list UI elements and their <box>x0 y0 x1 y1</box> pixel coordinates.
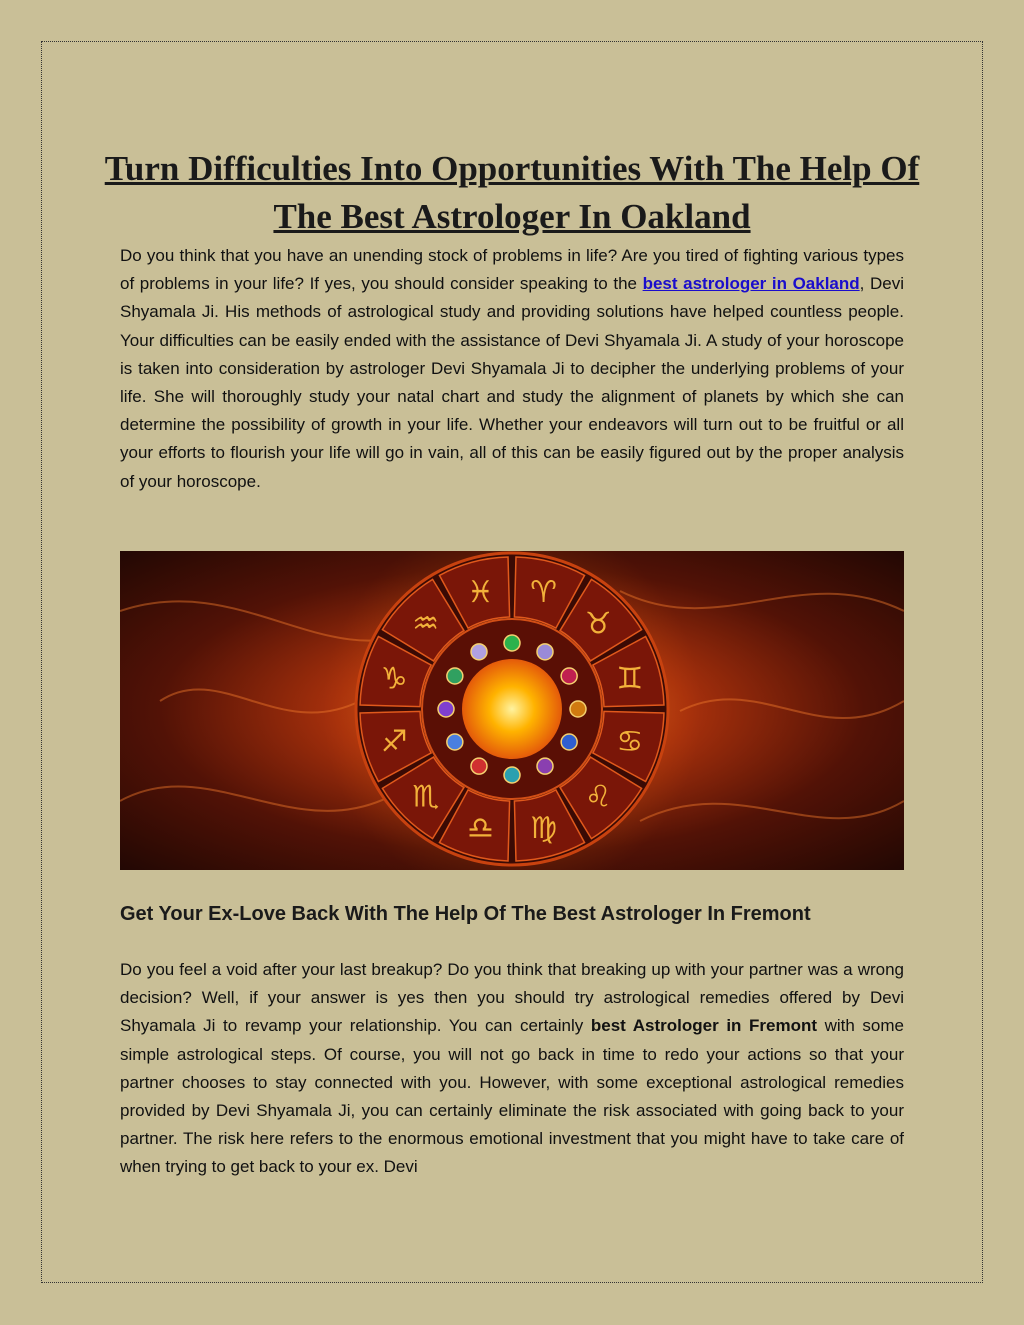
gemstone-icon <box>537 644 553 660</box>
zodiac-symbol-icon: ♓ <box>466 575 494 611</box>
article-title: Turn Difficulties Into Opportunities With The Help Of The Best Astrologer In Oakland <box>104 149 920 237</box>
zodiac-wheel-image <box>120 551 904 870</box>
gemstone-icon <box>447 668 463 684</box>
section-heading-fremont: Get Your Ex-Love Back With The Help Of The Best Astrologer In Fremont <box>120 903 811 925</box>
zodiac-symbol-icon: ♑ <box>380 661 408 697</box>
zodiac-symbol-icon: ♋ <box>616 724 644 760</box>
zodiac-symbol-icon: ♉ <box>584 606 612 642</box>
gemstone-icon <box>504 767 520 783</box>
zodiac-symbol-icon: ♈ <box>530 575 558 611</box>
zodiac-symbol-icon: ♐ <box>380 724 408 760</box>
zodiac-symbol-icon: ♎ <box>466 810 494 846</box>
gemstone-icon <box>471 644 487 660</box>
best-astrologer-oakland-link[interactable]: best astrologer in Oakland <box>642 274 860 294</box>
zodiac-symbol-icon: ♌ <box>584 779 612 815</box>
gemstone-icon <box>447 734 463 750</box>
gemstone-icon <box>561 668 577 684</box>
gemstone-icon <box>561 734 577 750</box>
intro-text-before: Do you think that you have an unending stock of problems in life? Are you tired of fighting various types of problems in your life? If yes, you should consider speaking to the <box>120 246 904 294</box>
sun-icon <box>462 659 562 759</box>
zodiac-symbol-icon: ♏ <box>412 779 440 815</box>
gemstone-icon <box>504 635 520 651</box>
intro-text-after: , Devi Shyamala Ji. His methods of astrological study and providing solutions have helped countless people. Your difficulties can be easily ended with the assistance of Devi Shyamala Ji. A study of your horoscope is taken into consideration by astrologer Devi Shyamala Ji to decipher the underlying problems of your life. She will thoroughly study your natal chart and study the alignment of planets by which she can determine the possibility of growth in your life. Whether your endeavors will turn out to be fruitful or all your efforts to flourish your life will go in vain, all of this can be easily figured out by the proper analysis of your horoscope. <box>120 274 904 491</box>
zodiac-symbol-icon: ♍ <box>530 810 558 846</box>
gemstone-icon <box>570 701 586 717</box>
gemstone-icon <box>471 758 487 774</box>
zodiac-wheel-icon <box>120 551 904 870</box>
zodiac-symbol-icon: ♒ <box>412 606 440 642</box>
gemstone-icon <box>537 758 553 774</box>
gemstone-icon <box>438 701 454 717</box>
fremont-text-after: with some simple astrological steps. Of course, you will not go back in time to redo your actions so that your partner chooses to stay connected with you. However, with some exceptional astrological remedies provided by Devi Shyamala Ji, you can certainly eliminate the risk associated with going back to your partner. The risk here refers to the enormous emotional investment that you might have to take care of when trying to get back to your ex. Devi <box>120 1016 904 1177</box>
best-astrologer-fremont-bold: best Astrologer in Fremont <box>590 1016 818 1036</box>
fremont-text-before: Do you feel a void after your last breakup? Do you think that breaking up with your partner was a wrong decision? Well, if your answer is yes then you should try astrological remedies offered by Devi Shyamala Ji to revamp your relationship. You can certainly <box>120 960 904 1036</box>
intro-paragraph <box>120 242 904 496</box>
fremont-paragraph <box>120 956 904 1182</box>
zodiac-symbol-icon: ♊ <box>616 661 644 697</box>
